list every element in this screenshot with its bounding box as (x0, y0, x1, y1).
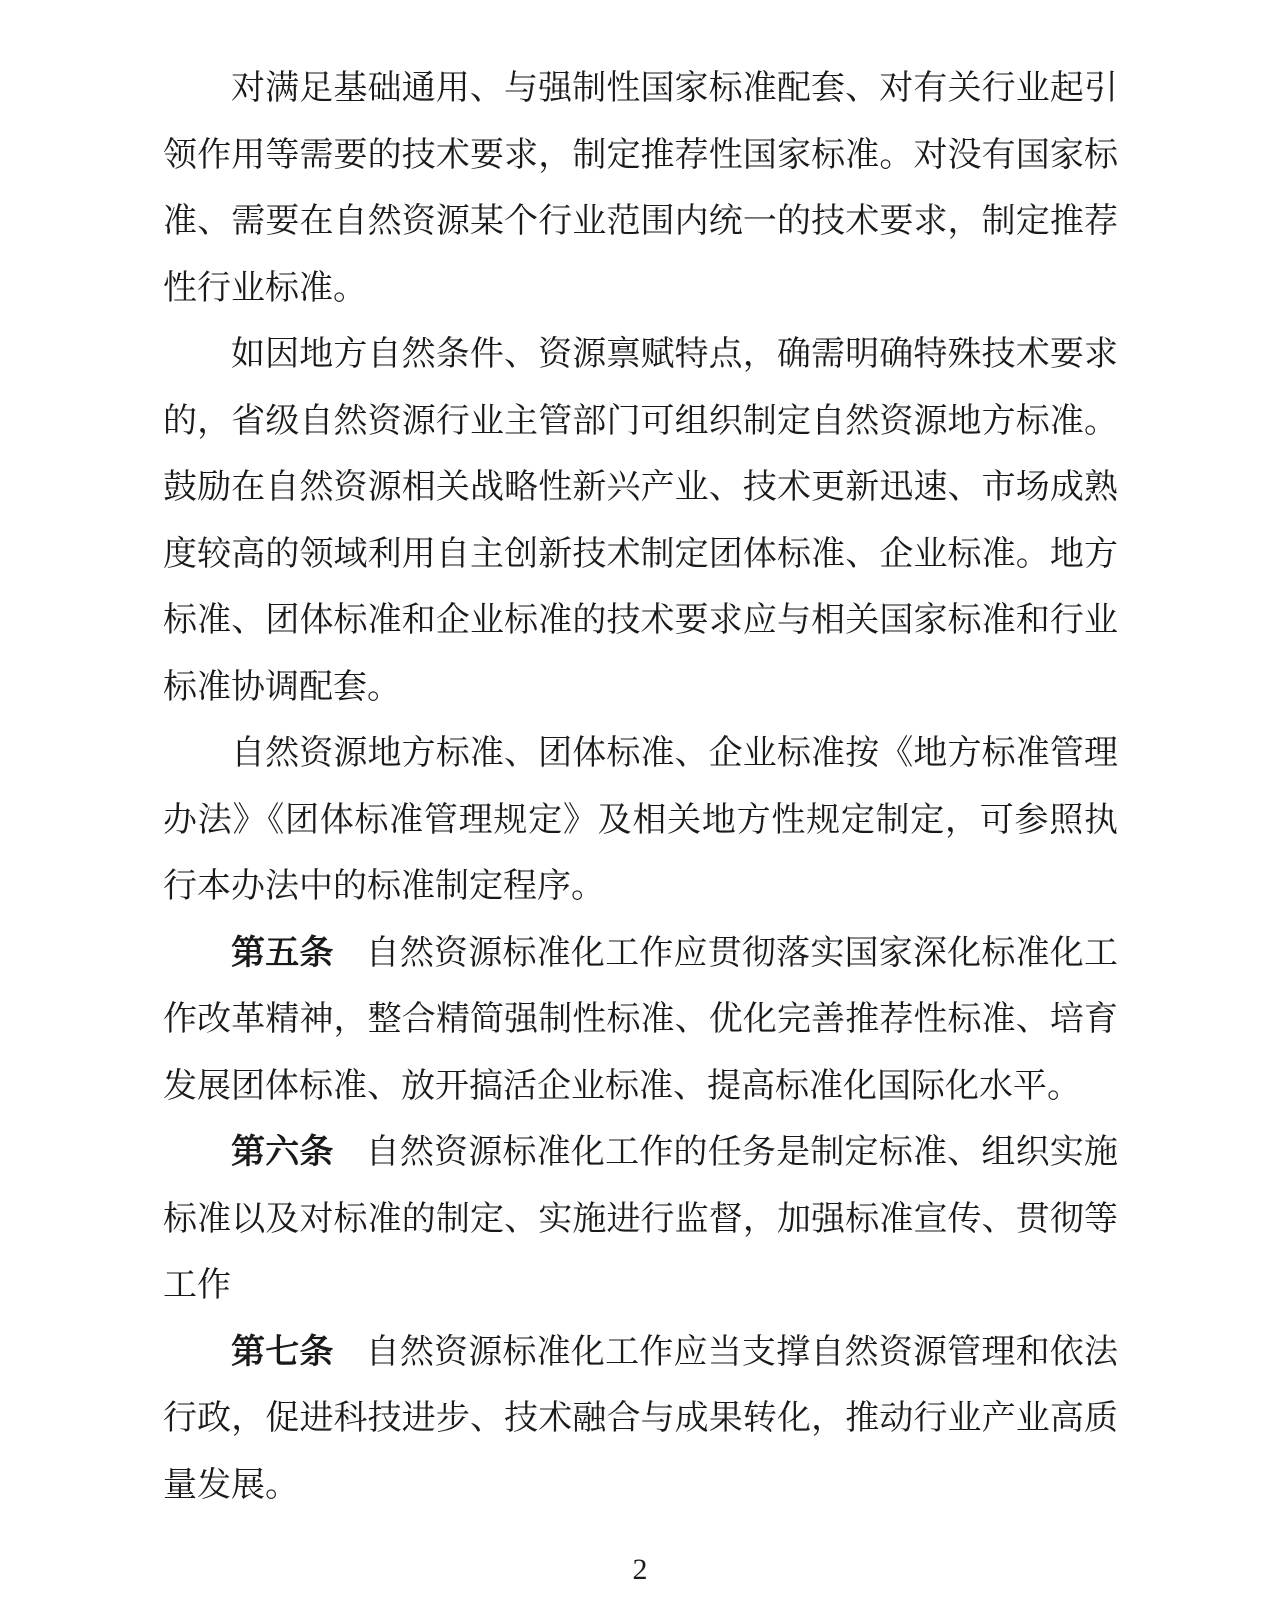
text-line (163, 322, 1118, 389)
line-text: 标准以及对标准的制定、实施进行监督，加强标准宣传、贯彻等 (163, 1200, 1118, 1238)
article-number: 第五条 (231, 934, 334, 972)
text-line (163, 455, 1118, 522)
text-line (163, 1453, 1118, 1520)
line-text: 自然资源标准化工作应当支撑自然资源管理和依法 (365, 1333, 1118, 1371)
line-text: 自然资源标准化工作的任务是制定标准、组织实施 (365, 1134, 1118, 1171)
text-line (163, 123, 1118, 190)
line-text: 性行业标准。 (163, 269, 367, 307)
document-body (163, 56, 1118, 1519)
line-text: 行政，促进科技进步、技术融合与成果转化，推动行业产业高质 (163, 1400, 1118, 1437)
text-line (163, 256, 1118, 323)
line-text: 发展团体标准、放开搞活企业标准、提高标准化国际化水平。 (163, 1067, 1081, 1105)
text-line (163, 522, 1118, 589)
text-line (163, 721, 1118, 788)
text-line (163, 389, 1118, 456)
line-text: 行本办法中的标准制定程序。 (163, 868, 605, 905)
line-text: 如因地方自然条件、资源禀赋特点，确需明确特殊技术要求 (231, 336, 1118, 373)
text-line (163, 189, 1118, 256)
line-text: 量发展。 (163, 1466, 299, 1504)
text-line (163, 987, 1118, 1054)
text-line (163, 1253, 1118, 1320)
text-line (163, 588, 1118, 655)
line-text: 自然资源标准化工作应贯彻落实国家深化标准化工 (365, 934, 1118, 972)
line-text: 自然资源地方标准、团体标准、企业标准按《地方标准管理 (231, 735, 1118, 772)
text-line (163, 655, 1118, 722)
text-line (163, 921, 1118, 988)
text-line (163, 1054, 1118, 1121)
line-text: 度较高的领域利用自主创新技术制定团体标准、企业标准。地方 (163, 535, 1118, 573)
line-text: 办法》《团体标准管理规定》及相关地方性规定制定，可参照执 (163, 801, 1118, 839)
line-text: 标准协调配套。 (163, 668, 401, 706)
text-line (163, 788, 1118, 855)
line-text: 的，省级自然资源行业主管部门可组织制定自然资源地方标准。 (163, 402, 1118, 440)
line-text: 对满足基础通用、与强制性国家标准配套、对有关行业起引 (231, 70, 1118, 107)
text-line (163, 56, 1118, 123)
line-text: 标准、团体标准和企业标准的技术要求应与相关国家标准和行业 (163, 602, 1118, 639)
line-text: 准、需要在自然资源某个行业范围内统一的技术要求，制定推荐 (163, 203, 1118, 240)
text-line (163, 854, 1118, 921)
line-text: 鼓励在自然资源相关战略性新兴产业、技术更新迅速、市场成熟 (163, 469, 1118, 506)
text-line (163, 1320, 1118, 1387)
line-text: 领作用等需要的技术要求，制定推荐性国家标准。对没有国家标 (163, 136, 1118, 174)
article-number: 第六条 (231, 1134, 334, 1171)
article-number: 第七条 (231, 1333, 334, 1371)
line-text: 工作 (163, 1267, 231, 1304)
text-line (163, 1120, 1118, 1187)
line-text: 作改革精神，整合精简强制性标准、优化完善推荐性标准、培育 (163, 1001, 1118, 1038)
text-line (163, 1187, 1118, 1254)
text-line (163, 1386, 1118, 1453)
page-number: 2 (632, 1553, 648, 1586)
